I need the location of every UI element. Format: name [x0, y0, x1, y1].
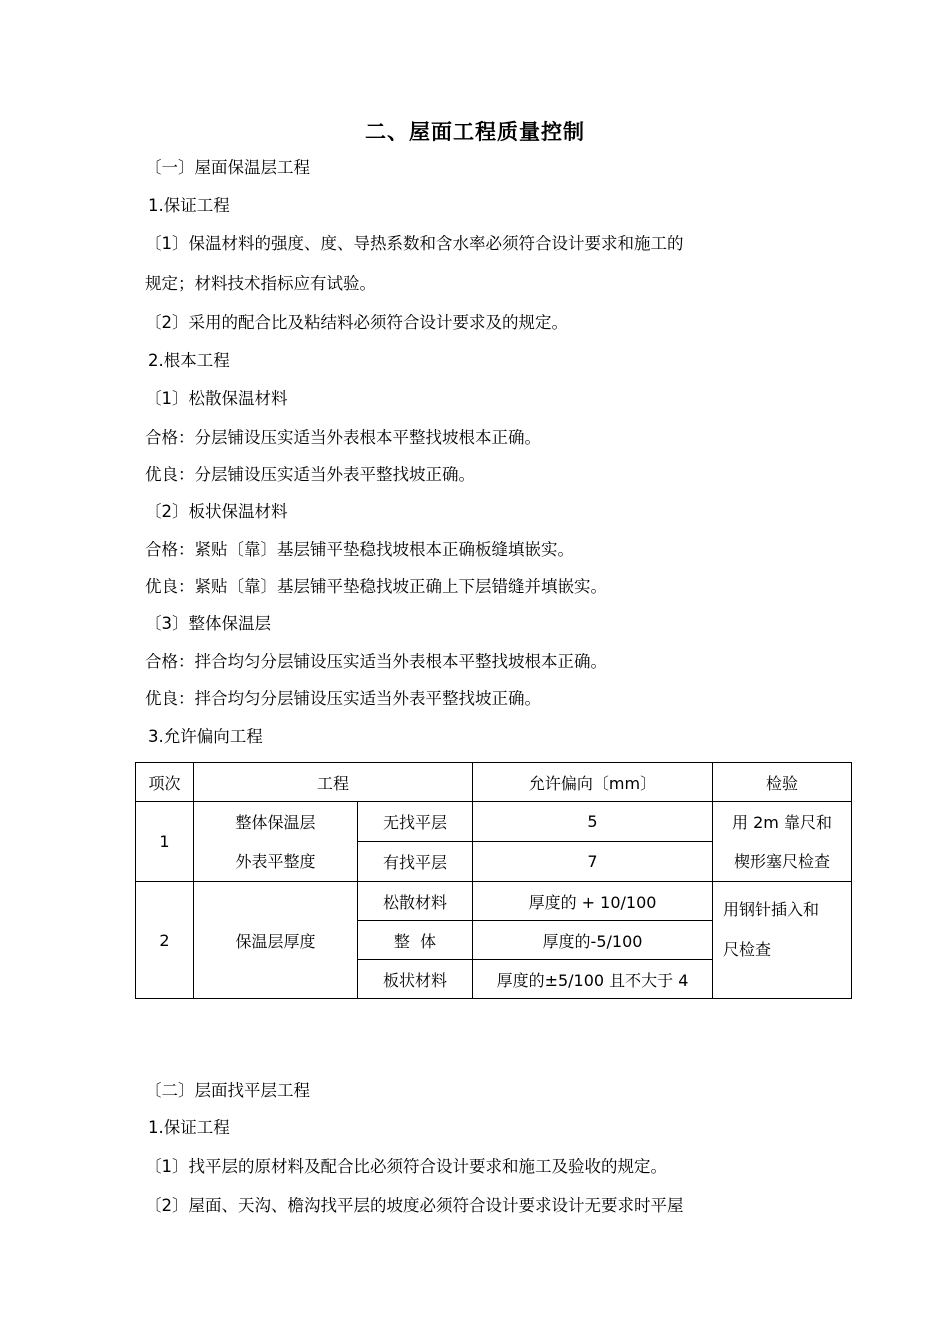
inspection-cell [713, 882, 852, 999]
item-cell [194, 802, 358, 882]
inspection-line: 楔形塞尺检查 [733, 851, 830, 871]
table-header-row [136, 763, 852, 802]
value-cell: 厚度的-5/100 [473, 921, 713, 960]
section1-heading: 〔一〕屋面保温层工程 [145, 158, 310, 177]
header-cell: 工程 [194, 763, 473, 802]
board-material-good: 优良：紧贴〔靠〕基层铺平垫稳找坡正确上下层错缝并填嵌实。 [145, 577, 607, 596]
sub-item-cell: 整 体 [358, 921, 473, 960]
item-line: 外表平整度 [235, 851, 316, 871]
page-title: 二、屋面工程质量控制 [365, 120, 585, 144]
integral-layer-heading: 〔3〕整体保温层 [145, 614, 271, 633]
loose-material-good: 优良：分层铺设压实适当外表平整找坡正确。 [145, 465, 475, 484]
section2-heading: 〔二〕层面找平层工程 [145, 1081, 310, 1100]
value-cell: 厚度的±5/100 且不大于 4 [473, 960, 713, 999]
integral-layer-pass: 合格：拌合均匀分层铺设压实适当外表根本平整找坡根本正确。 [145, 652, 607, 671]
integral-layer-good: 优良：拌合均匀分层铺设压实适当外表平整找坡正确。 [145, 689, 541, 708]
guarantee-item-2: 〔2〕采用的配合比及粘结料必须符合设计要求及的规定。 [145, 313, 568, 332]
section1-guarantee-heading: 1.保证工程 [148, 196, 230, 215]
section2-guarantee-item-1: 〔1〕找平层的原材料及配合比必须符合设计要求和施工及验收的规定。 [145, 1157, 667, 1176]
sub-item-cell: 松散材料 [358, 882, 473, 921]
sub-item-cell: 无找平层 [358, 802, 473, 842]
row-number: 1 [136, 802, 194, 882]
item-line: 整体保温层 [235, 812, 316, 832]
sub-item-cell: 有找平层 [358, 842, 473, 882]
table-row [136, 882, 852, 921]
section2-guarantee-item-2: 〔2〕屋面、天沟、檐沟找平层的坡度必须符合设计要求设计无要求时平屋 [145, 1196, 684, 1215]
loose-material-heading: 〔1〕松散保温材料 [145, 389, 288, 408]
board-material-heading: 〔2〕板状保温材料 [145, 502, 288, 521]
guarantee-item-1-line1: 〔1〕保温材料的强度、度、导热系数和含水率必须符合设计要求和施工的 [145, 234, 684, 253]
deviation-heading: 3.允许偏向工程 [148, 727, 263, 746]
table-row [136, 802, 852, 842]
header-cell: 允许偏向〔mm〕 [473, 763, 713, 802]
value-cell: 5 [473, 802, 713, 842]
inspection-line: 用钢针插入和 [723, 900, 820, 919]
value-cell: 厚度的 + 10/100 [473, 882, 713, 921]
inspection-line: 用 2m 靠尺和 [732, 812, 832, 832]
section2-guarantee-heading: 1.保证工程 [148, 1118, 230, 1137]
header-cell: 检验 [713, 763, 852, 802]
board-material-pass: 合格：紧贴〔靠〕基层铺平垫稳找坡根本正确板缝填嵌实。 [145, 540, 574, 559]
guarantee-item-1-line2: 规定；材料技术指标应有试验。 [145, 274, 376, 293]
deviation-table [135, 762, 852, 999]
loose-material-pass: 合格：分层铺设压实适当外表根本平整找坡根本正确。 [145, 428, 541, 447]
basic-heading: 2.根本工程 [148, 351, 230, 370]
inspection-line: 尺检查 [723, 940, 772, 959]
item-cell: 保温层厚度 [194, 882, 358, 999]
sub-item-cell: 板状材料 [358, 960, 473, 999]
header-cell: 项次 [136, 763, 194, 802]
row-number: 2 [136, 882, 194, 999]
value-cell: 7 [473, 842, 713, 882]
inspection-cell [713, 802, 852, 882]
